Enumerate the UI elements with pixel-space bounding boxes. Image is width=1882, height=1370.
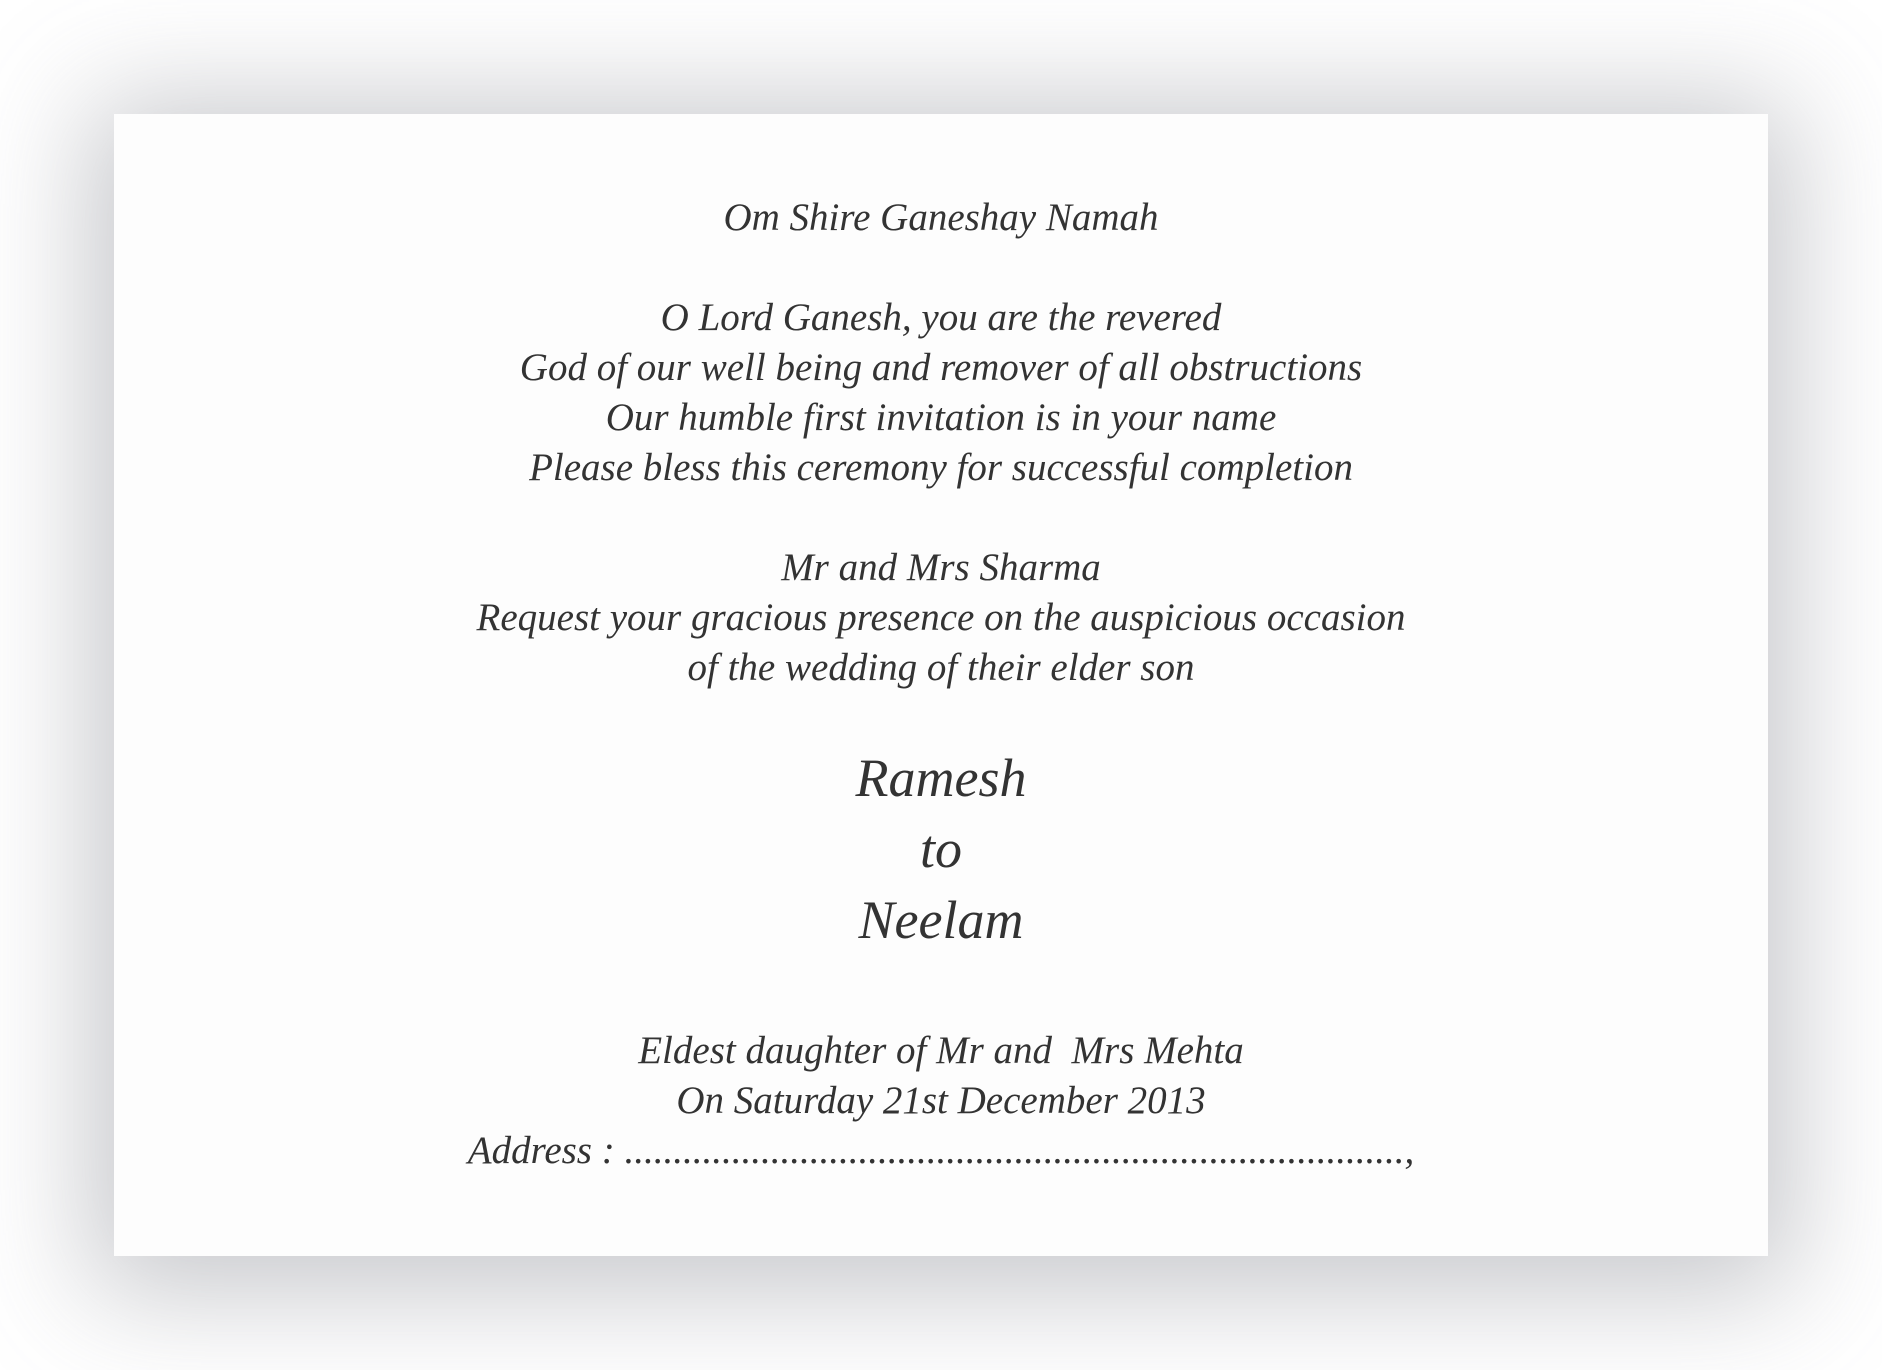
request-line: of the wedding of their elder son: [687, 646, 1195, 689]
invitation-card: [114, 114, 1768, 1256]
hosts-name: Mr and Mrs Sharma: [781, 546, 1101, 589]
prayer-line: Please bless this ceremony for successful completion: [529, 446, 1353, 489]
hosts-block: [114, 543, 1768, 693]
prayer-line: God of our well being and remover of all obstructions: [519, 346, 1363, 389]
request-line: Request your gracious presence on the auspicious occasion: [476, 596, 1406, 639]
bride-name: Neelam: [858, 890, 1024, 950]
date-line: On Saturday 21st December 2013: [676, 1079, 1206, 1122]
names-connector: to: [919, 819, 962, 879]
invocation-line: Om Shire Ganeshay Namah: [723, 196, 1159, 239]
details-block: [114, 1026, 1768, 1176]
address-line: Address : ................................................................................,: [467, 1129, 1415, 1172]
invocation-block: [114, 193, 1768, 243]
bride-parents-line: Eldest daughter of Mr and Mrs Mehta: [638, 1029, 1244, 1072]
prayer-line: O Lord Ganesh, you are the revered: [660, 296, 1222, 339]
groom-name: Ramesh: [855, 748, 1027, 808]
couple-names-block: [114, 743, 1768, 956]
prayer-line: Our humble first invitation is in your name: [605, 396, 1277, 439]
prayer-block: [114, 293, 1768, 493]
